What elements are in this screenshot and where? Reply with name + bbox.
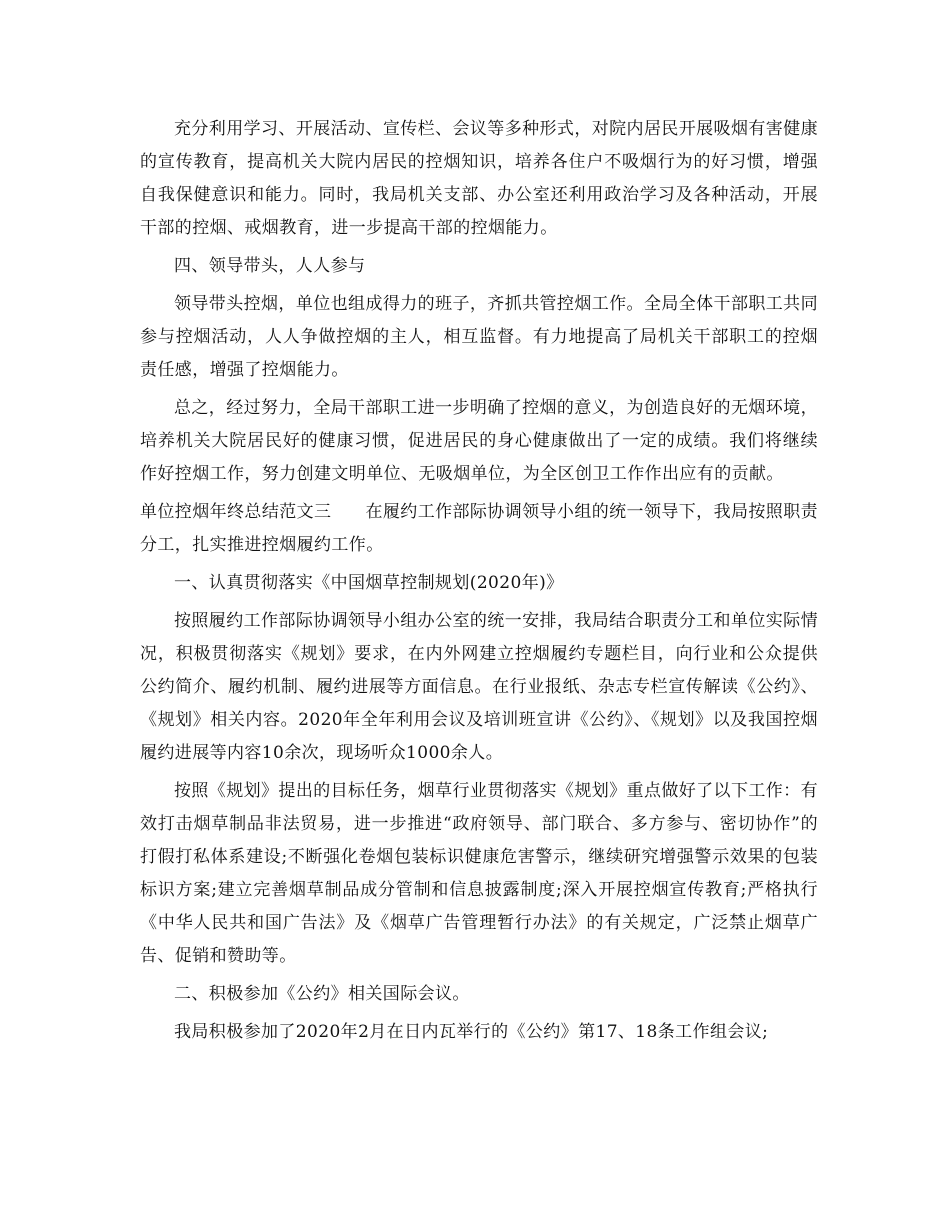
document-body [140, 113, 818, 1049]
heading-four: 四、领导带头，人人参与 [174, 256, 366, 276]
section-title: 单位控烟年终总结范文三 [140, 502, 332, 522]
section-intro: 在履约工作部际协调领导小组的统一领导下，我局按照职责分工，扎实推进控烟履约工作。 [140, 502, 818, 555]
paragraph-4: 按照履约工作部际协调领导小组办公室的统一安排，我局结合职责分工和单位实际情况，积极贯彻落实《规划》要求，在内外网建立控烟履约专题栏目，向行业和公众提供公约简介、履约机制、履约进展等方面信息。在行业报纸、杂志专栏宣传解读《公约》、《规划》相关内容。2020年全年利用会议及培训班宣讲《公约》、《规划》以及我国控烟履约进展等内容10余次，现场听众1000余人。 [140, 611, 818, 763]
paragraph-1: 充分利用学习、开展活动、宣传栏、会议等多种形式，对院内居民开展吸烟有害健康的宣传教育，提高机关大院内居民的控烟知识，培养各住户不吸烟行为的好习惯，增强自我保健意识和能力。同时，我局机关支部、办公室还利用政治学习及各种活动，开展干部的控烟、戒烟教育，进一步提高干部的控烟能力。 [140, 119, 818, 238]
paragraph-2: 领导带头控烟，单位也组成得力的班子，齐抓共管控烟工作。全局全体干部职工共同参与控烟活动，人人争做控烟的主人，相互监督。有力地提高了局机关干部职工的控烟责任感，增强了控烟能力。 [140, 294, 818, 380]
paragraph-3: 总之，经过努力，全局干部职工进一步明确了控烟的意义，为创造良好的无烟环境，培养机关大院居民好的健康习惯，促进居民的身心健康做出了一定的成绩。我们将继续作好控烟工作，努力创建文明单位、无吸烟单位，为全区创卫工作作出应有的贡献。 [140, 398, 818, 484]
heading-two: 二、积极参加《公约》相关国际会议。 [174, 984, 470, 1004]
heading-one: 一、认真贯彻落实《中国烟草控制规划(2020年)》 [174, 573, 564, 593]
section-block [140, 496, 818, 562]
paragraph-5: 按照《规划》提出的目标任务，烟草行业贯彻落实《规划》重点做好了以下工作：有效打击烟草制品非法贸易，进一步推进“政府领导、部门联合、多方参与、密切协作”的打假打私体系建设;不断强化卷烟包装标识健康危害警示，继续研究增强警示效果的包装标识方案;建立完善烟草制品成分管制和信息披露制度;深入开展控烟宣传教育;严格执行《中华人民共和国广告法》及《烟草广告管理暂行办法》的有关规定，广泛禁止烟草广告、促销和赞助等。 [140, 781, 818, 966]
paragraph-6: 我局积极参加了2020年2月在日内瓦举行的《公约》第17、18条工作组会议; [174, 1022, 769, 1042]
